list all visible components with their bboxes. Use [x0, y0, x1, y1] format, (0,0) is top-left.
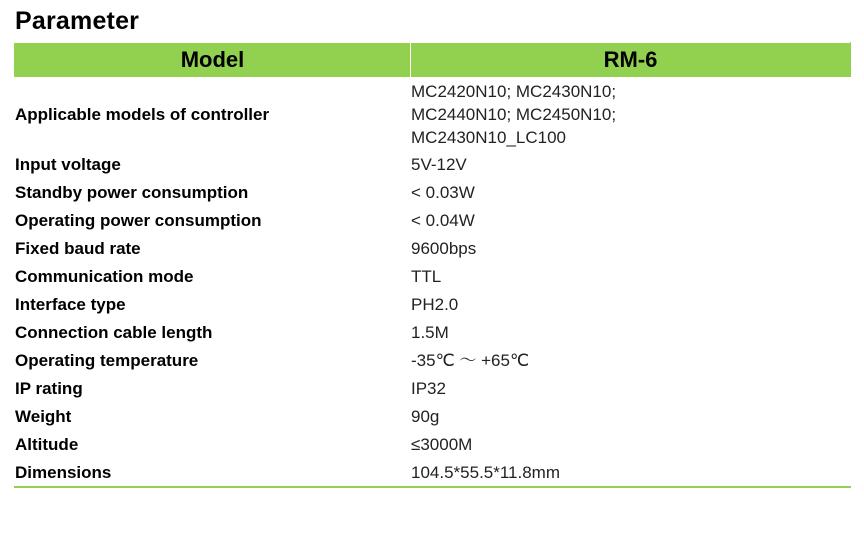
- row-label: Input voltage: [15, 151, 411, 179]
- row-label: Interface type: [15, 291, 411, 319]
- row-label: IP rating: [15, 375, 411, 403]
- table-row: [15, 207, 851, 235]
- page-title: Parameter: [15, 7, 140, 35]
- row-value: 104.5*55.5*11.8mm: [411, 459, 851, 488]
- table-row: [15, 431, 851, 459]
- row-value: IP32: [411, 375, 851, 403]
- row-label: Operating temperature: [15, 347, 411, 375]
- table-row: [15, 179, 851, 207]
- row-label: Communication mode: [15, 263, 411, 291]
- table-row: [15, 151, 851, 179]
- row-value-line: MC2430N10_LC100: [411, 127, 566, 147]
- row-label: Weight: [15, 403, 411, 431]
- table-row: [15, 375, 851, 403]
- row-value: 90g: [411, 403, 851, 431]
- row-value: PH2.0: [411, 291, 851, 319]
- table-header-row: [15, 43, 851, 78]
- table-row: [15, 235, 851, 263]
- row-value: 5V-12V: [411, 151, 851, 179]
- row-label: Applicable models of controller: [15, 78, 411, 151]
- table-row: [15, 263, 851, 291]
- row-value: [411, 78, 851, 151]
- row-value: 9600bps: [411, 235, 851, 263]
- table-header-model: Model: [15, 43, 411, 78]
- row-label: Operating power consumption: [15, 207, 411, 235]
- row-label: Dimensions: [15, 459, 411, 488]
- row-value: < 0.03W: [411, 179, 851, 207]
- table-row: [15, 78, 851, 151]
- row-value: -35℃ ～ +65℃: [411, 347, 851, 375]
- table-row: [15, 459, 851, 488]
- row-value-line: MC2420N10; MC2430N10;: [411, 81, 617, 101]
- parameter-table: [14, 42, 851, 488]
- table-header-value: RM-6: [411, 43, 851, 78]
- row-value: < 0.04W: [411, 207, 851, 235]
- row-label: Connection cable length: [15, 319, 411, 347]
- row-value: 1.5M: [411, 319, 851, 347]
- row-label: Standby power consumption: [15, 179, 411, 207]
- table-row: [15, 319, 851, 347]
- row-value: TTL: [411, 263, 851, 291]
- row-label: Altitude: [15, 431, 411, 459]
- table-row: [15, 403, 851, 431]
- row-value-line: MC2440N10; MC2450N10;: [411, 104, 617, 124]
- table-row: [15, 347, 851, 375]
- row-value: ≤3000M: [411, 431, 851, 459]
- table-row: [15, 291, 851, 319]
- row-label: Fixed baud rate: [15, 235, 411, 263]
